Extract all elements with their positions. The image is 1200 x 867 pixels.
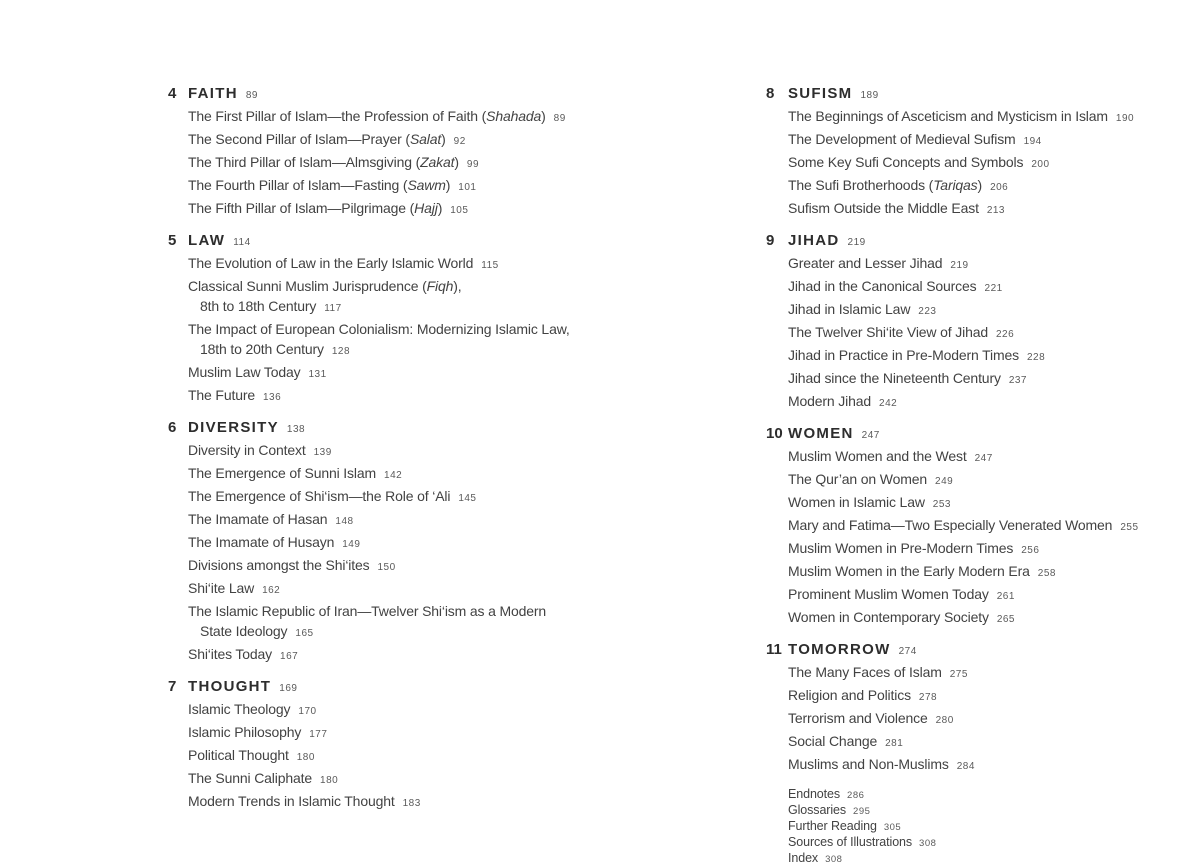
entry-text-part: The First Pillar of Islam—the Profession of Faith (: [188, 108, 487, 124]
entry-page-number: 255: [1120, 522, 1139, 533]
entry-text: [788, 448, 967, 464]
entry-page-number: 145: [458, 493, 477, 504]
chapter-entries: [766, 253, 1186, 414]
entry-text-part: Women in Islamic Law: [788, 494, 925, 510]
entry-page-number: 89: [553, 113, 566, 124]
entry-text-part: The Beginnings of Asceticism and Mysticism in Islam: [788, 108, 1108, 124]
entry-page-number: 223: [918, 306, 937, 317]
entry-page-number: 165: [295, 628, 314, 639]
toc-entry: [188, 385, 668, 408]
entry-text-part: The Qur’an on Women: [788, 471, 928, 487]
entry-page-number: 284: [956, 761, 975, 772]
toc-entry: [788, 469, 1186, 492]
entry-text: [200, 341, 324, 357]
entry-text-part: The Imamate of Husayn: [188, 534, 335, 550]
entry-text: [788, 278, 977, 294]
chapter-page-number: 114: [233, 237, 251, 248]
entry-text: [788, 177, 982, 193]
backmatter-entry: [788, 787, 1186, 803]
toc-entry: [788, 368, 1186, 391]
entry-text-part: Tariqas: [933, 177, 978, 193]
toc-entry: [188, 601, 668, 621]
entry-page-number: 99: [466, 159, 480, 170]
entry-text: [788, 517, 1112, 533]
chapter-section: [168, 84, 668, 221]
chapter-number: 7: [168, 678, 177, 695]
entry-page-number: 167: [280, 651, 299, 662]
entry-text-part: Prominent Muslim Women Today: [788, 586, 989, 602]
entry-text: [188, 793, 395, 809]
toc-entry: [788, 685, 1186, 708]
entry-text: [788, 540, 1013, 556]
toc-entry: [788, 708, 1186, 731]
backmatter-page-number: 308: [919, 838, 937, 849]
toc-entry: [188, 621, 668, 644]
entry-page-number: 237: [1008, 375, 1027, 386]
entry-text-part: The Fourth Pillar of Islam—Fasting (: [188, 177, 408, 193]
toc-entry: [788, 106, 1186, 129]
entry-text-part: Zakat: [420, 154, 455, 170]
chapter-page-number: 169: [279, 683, 298, 694]
entry-text-part: The Impact of European Colonialism: Modernizing Islamic Law,: [188, 321, 570, 337]
entry-text: [788, 756, 949, 772]
toc-entry: [788, 391, 1186, 414]
entry-text-part: Mary and Fatima—Two Especially Venerated Women: [788, 517, 1113, 533]
entry-text-part: Shahada: [486, 108, 542, 124]
entry-text-part: The Third Pillar of Islam—Almsgiving (: [188, 154, 421, 170]
entry-text: [788, 664, 942, 680]
entry-text-part: Jihad since the Nineteenth Century: [788, 370, 1001, 386]
chapter-section: [168, 418, 668, 667]
chapter-number: 4: [168, 85, 177, 102]
entry-page-number: 280: [935, 715, 954, 726]
toc-entry: [188, 768, 668, 791]
entry-text: [188, 747, 289, 763]
backmatter-page-number: 295: [853, 806, 871, 817]
entry-text-part: Diversity in Context: [188, 442, 306, 458]
entry-text: [788, 154, 1023, 170]
entry-text-part: ): [977, 177, 983, 193]
entry-page-number: 190: [1115, 113, 1135, 124]
entry-text: [188, 724, 301, 740]
entry-text-part: Salat: [409, 131, 442, 147]
toc-entry: [788, 662, 1186, 685]
entry-page-number: 150: [377, 562, 396, 573]
entry-text-part: Shi‘ites Today: [188, 646, 273, 662]
entry-text-part: The Twelver Shi‘ite View of Jihad: [788, 324, 988, 340]
entry-text-part: Religion and Politics: [788, 687, 911, 703]
backmatter-title: Sources of Illustrations: [788, 835, 913, 849]
chapter-number: 11: [766, 641, 782, 658]
entry-page-number: 226: [995, 329, 1015, 340]
entry-text: [200, 298, 316, 314]
backmatter-title: Glossaries: [788, 803, 847, 817]
entry-text-part: ): [541, 108, 546, 124]
toc-entry: [188, 152, 668, 175]
entry-page-number: 258: [1037, 568, 1056, 579]
chapter-entries: [168, 699, 668, 814]
backmatter-list: [766, 787, 1186, 867]
chapter-entries: [168, 253, 668, 408]
entry-page-number: 256: [1021, 545, 1040, 556]
toc-entry: [788, 152, 1186, 175]
entry-page-number: 221: [984, 283, 1003, 294]
entry-text: [188, 534, 334, 550]
entry-text-part: The Emergence of Sunni Islam: [188, 465, 377, 481]
chapter-heading: [766, 640, 1186, 662]
chapter-number: 8: [766, 85, 775, 102]
entry-text-part: Islamic Philosophy: [188, 724, 302, 740]
entry-text: [188, 557, 369, 573]
entry-text: [188, 511, 327, 527]
entry-page-number: 242: [879, 398, 898, 409]
entry-page-number: 200: [1031, 159, 1050, 170]
toc-entry: [188, 253, 668, 276]
entry-text: [788, 471, 927, 487]
entry-page-number: 213: [986, 205, 1005, 216]
chapter-section: [766, 84, 1186, 221]
toc-entry: [188, 362, 668, 385]
toc-entry: [788, 538, 1186, 561]
entry-text: [788, 301, 910, 317]
entry-text: [188, 488, 450, 504]
chapter-entries: [766, 106, 1186, 221]
entry-text-part: The Islamic Republic of Iran—Twelver Shi‘ism as a Modern: [188, 603, 547, 619]
entry-page-number: 206: [990, 182, 1009, 193]
entry-text: [188, 278, 462, 294]
entry-text: [788, 710, 928, 726]
toc-entry: [188, 198, 668, 221]
toc-entry: [188, 463, 668, 486]
backmatter-entry: [788, 851, 1186, 867]
entry-page-number: 194: [1023, 136, 1042, 147]
entry-text-part: Muslim Women in Pre-Modern Times: [788, 540, 1014, 556]
entry-text: [788, 131, 1016, 147]
entry-page-number: 170: [298, 706, 317, 717]
entry-text: [788, 494, 925, 510]
entry-page-number: 177: [309, 729, 328, 740]
entry-text-part: ): [437, 200, 443, 216]
backmatter-entry: [788, 835, 1186, 851]
toc-entry: [188, 644, 668, 667]
entry-text: [188, 387, 255, 403]
chapter-heading: [766, 231, 1186, 253]
entry-text-part: Women in Contemporary Society: [788, 609, 989, 625]
chapter-section: [766, 424, 1186, 630]
entry-text-part: ): [454, 154, 459, 170]
entry-text: [788, 347, 1019, 363]
entry-text: [188, 770, 312, 786]
entry-page-number: 183: [402, 798, 421, 809]
chapter-section: [168, 677, 668, 814]
entry-text-part: Modern Jihad: [788, 393, 872, 409]
toc-entry: [788, 584, 1186, 607]
entry-text-part: The Emergence of Shi‘ism—the Role of ‘Ali: [188, 488, 451, 504]
chapter-number: 10: [766, 425, 783, 442]
entry-text-part: Muslim Law Today: [188, 364, 301, 380]
chapter-section: [766, 640, 1186, 777]
entry-text-part: Shi‘ite Law: [188, 580, 255, 596]
entry-text-part: Terrorism and Violence: [788, 710, 928, 726]
toc-entry: [188, 486, 668, 509]
toc-entry: [188, 106, 668, 129]
entry-text: [188, 364, 301, 380]
entry-page-number: 180: [296, 752, 315, 763]
chapter-entries: [766, 662, 1186, 777]
entry-page-number: 139: [313, 447, 332, 458]
entry-page-number: 101: [458, 182, 477, 193]
entry-text: [188, 131, 446, 147]
entry-text-part: Classical Sunni Muslim Jurisprudence (: [188, 278, 427, 294]
entry-page-number: 117: [324, 303, 342, 314]
toc-entry: [788, 492, 1186, 515]
toc-entry: [188, 578, 668, 601]
toc-entry: [788, 253, 1186, 276]
entry-text: [788, 586, 989, 602]
entry-text-part: The Development of Medieval Sufism: [788, 131, 1016, 147]
toc-entry: [788, 129, 1186, 152]
chapter-page-number: 247: [861, 430, 880, 441]
entry-text-part: Jihad in Islamic Law: [788, 301, 911, 317]
entry-page-number: 253: [932, 499, 951, 510]
toc-entry: [188, 276, 668, 296]
chapter-page-number: 274: [898, 646, 917, 657]
entry-page-number: 247: [974, 453, 993, 464]
toc-entry: [788, 322, 1186, 345]
chapter-title: FAITH: [188, 85, 238, 102]
entry-page-number: 219: [950, 260, 969, 271]
backmatter-title: Index: [788, 851, 819, 865]
entry-page-number: 142: [384, 470, 403, 481]
chapter-heading: [168, 84, 668, 106]
entry-page-number: 149: [342, 539, 361, 550]
entry-page-number: 180: [320, 775, 339, 786]
chapter-title: WOMEN: [788, 425, 854, 442]
backmatter-page-number: 286: [847, 790, 865, 801]
toc-column-right: [766, 84, 1186, 867]
entry-text: [200, 623, 287, 639]
toc-entry: [188, 722, 668, 745]
toc-entry: [188, 296, 668, 319]
toc-entry: [188, 319, 668, 339]
backmatter-entry: [788, 819, 1186, 835]
entry-text: [188, 255, 473, 271]
entry-text: [788, 563, 1030, 579]
toc-entry: [788, 754, 1186, 777]
entry-page-number: 92: [453, 136, 466, 147]
entry-text-part: Political Thought: [188, 747, 289, 763]
entry-text: [788, 687, 911, 703]
entry-text-part: The Sunni Caliphate: [188, 770, 313, 786]
entry-text-part: ): [441, 131, 446, 147]
entry-text-part: Some Key Sufi Concepts and Symbols: [788, 154, 1024, 170]
toc-entry: [188, 509, 668, 532]
entry-page-number: 131: [308, 369, 327, 380]
toc-entry: [188, 745, 668, 768]
entry-page-number: 162: [262, 585, 281, 596]
chapter-entries: [168, 440, 668, 667]
toc-entry: [188, 440, 668, 463]
toc-column-left: [168, 84, 668, 824]
chapter-page-number: 89: [245, 90, 258, 101]
entry-text-part: Muslim Women and the West: [788, 448, 967, 464]
entry-text-part: Jihad in the Canonical Sources: [788, 278, 977, 294]
entry-text-part: Fiqh: [426, 278, 454, 294]
entry-page-number: 115: [481, 260, 499, 271]
entry-page-number: 261: [996, 591, 1015, 602]
chapter-page-number: 219: [847, 237, 866, 248]
chapter-heading: [766, 424, 1186, 446]
entry-text: [788, 324, 988, 340]
entry-text: [188, 465, 376, 481]
entry-page-number: 281: [885, 738, 904, 749]
chapter-title: JIHAD: [788, 232, 840, 249]
entry-text-part: Sufism Outside the Middle East: [788, 200, 979, 216]
entry-text-part: Sawm: [407, 177, 446, 193]
entry-text-part: The Sufi Brotherhoods (: [788, 177, 934, 193]
toc-entry: [788, 345, 1186, 368]
entry-text: [188, 154, 459, 170]
entry-page-number: 278: [918, 692, 938, 703]
entry-text-part: The Many Faces of Islam: [788, 664, 942, 680]
entry-page-number: 275: [949, 669, 968, 680]
chapter-title: DIVERSITY: [188, 419, 279, 436]
entry-page-number: 249: [935, 476, 954, 487]
entry-text: [788, 255, 942, 271]
entry-text: [788, 393, 871, 409]
toc-entry: [788, 561, 1186, 584]
entry-page-number: 148: [335, 516, 354, 527]
entry-text-part: Greater and Lesser Jihad: [788, 255, 943, 271]
entry-text: [788, 370, 1001, 386]
entry-page-number: 228: [1027, 352, 1046, 363]
toc-entry: [788, 299, 1186, 322]
entry-text: [788, 108, 1108, 124]
toc-entry: [188, 532, 668, 555]
entry-text: [188, 177, 450, 193]
entry-text-part: State Ideology: [200, 623, 288, 639]
chapter-entries: [168, 106, 668, 221]
entry-text-part: 8th to 18th Century: [200, 298, 317, 314]
entry-text-part: Jihad in Practice in Pre-Modern Times: [788, 347, 1019, 363]
toc-entry: [188, 175, 668, 198]
toc-entry: [788, 515, 1186, 538]
entry-text: [188, 646, 272, 662]
backmatter-title: Further Reading: [788, 819, 877, 833]
entry-text: [188, 200, 442, 216]
entry-text-part: The Future: [188, 387, 255, 403]
chapter-number: 5: [168, 232, 177, 249]
entry-text-part: The Fifth Pillar of Islam—Pilgrimage (: [188, 200, 415, 216]
chapter-number: 6: [168, 419, 177, 436]
entry-text: [188, 603, 546, 619]
entry-text: [188, 701, 290, 717]
entry-text-part: Divisions amongst the Shi‘ites: [188, 557, 370, 573]
entry-text: [788, 609, 989, 625]
chapter-heading: [168, 231, 668, 253]
entry-text: [188, 580, 254, 596]
entry-text-part: The Evolution of Law in the Early Islamic World: [188, 255, 474, 271]
entry-text-part: The Imamate of Hasan: [188, 511, 328, 527]
chapter-title: TOMORROW: [788, 641, 891, 658]
toc-entry: [788, 198, 1186, 221]
entry-text: [788, 200, 979, 216]
entry-page-number: 265: [996, 614, 1015, 625]
entry-text-part: Social Change: [788, 733, 878, 749]
backmatter-page-number: 305: [883, 822, 902, 833]
entry-text-part: Modern Trends in Islamic Thought: [188, 793, 395, 809]
entry-text-part: Hajj: [414, 200, 438, 216]
chapter-title: SUFISM: [788, 85, 853, 102]
entry-page-number: 136: [262, 392, 282, 403]
toc-entry: [188, 129, 668, 152]
entry-text: [788, 733, 877, 749]
entry-text: [188, 442, 306, 458]
backmatter-entry: [788, 803, 1186, 819]
toc-entry: [188, 791, 668, 814]
chapter-heading: [168, 677, 668, 699]
toc-entry: [188, 699, 668, 722]
chapter-page-number: 189: [860, 90, 879, 101]
entry-text: [188, 108, 546, 124]
entry-page-number: 128: [331, 346, 351, 357]
entry-text-part: The Second Pillar of Islam—Prayer (: [188, 131, 410, 147]
chapter-heading: [766, 84, 1186, 106]
chapter-section: [168, 231, 668, 408]
chapter-heading: [168, 418, 668, 440]
toc-entry: [788, 276, 1186, 299]
chapter-section: [766, 231, 1186, 414]
toc-entry: [188, 339, 668, 362]
chapter-entries: [766, 446, 1186, 630]
backmatter-title: Endnotes: [788, 787, 841, 801]
entry-page-number: 105: [450, 205, 469, 216]
entry-text-part: ),: [453, 278, 462, 294]
chapter-title: THOUGHT: [188, 678, 272, 695]
entry-text-part: Islamic Theology: [188, 701, 291, 717]
toc-entry: [188, 555, 668, 578]
toc-entry: [788, 731, 1186, 754]
backmatter-page-number: 308: [825, 854, 843, 865]
entry-text-part: Muslim Women in the Early Modern Era: [788, 563, 1030, 579]
toc-entry: [788, 175, 1186, 198]
toc-entry: [788, 607, 1186, 630]
entry-text: [188, 321, 570, 337]
chapter-page-number: 138: [286, 424, 306, 435]
chapter-number: 9: [766, 232, 775, 249]
entry-text-part: Muslims and Non-Muslims: [788, 756, 949, 772]
entry-text-part: ): [445, 177, 451, 193]
entry-text-part: 18th to 20th Century: [200, 341, 324, 357]
toc-entry: [788, 446, 1186, 469]
chapter-title: LAW: [188, 232, 226, 249]
